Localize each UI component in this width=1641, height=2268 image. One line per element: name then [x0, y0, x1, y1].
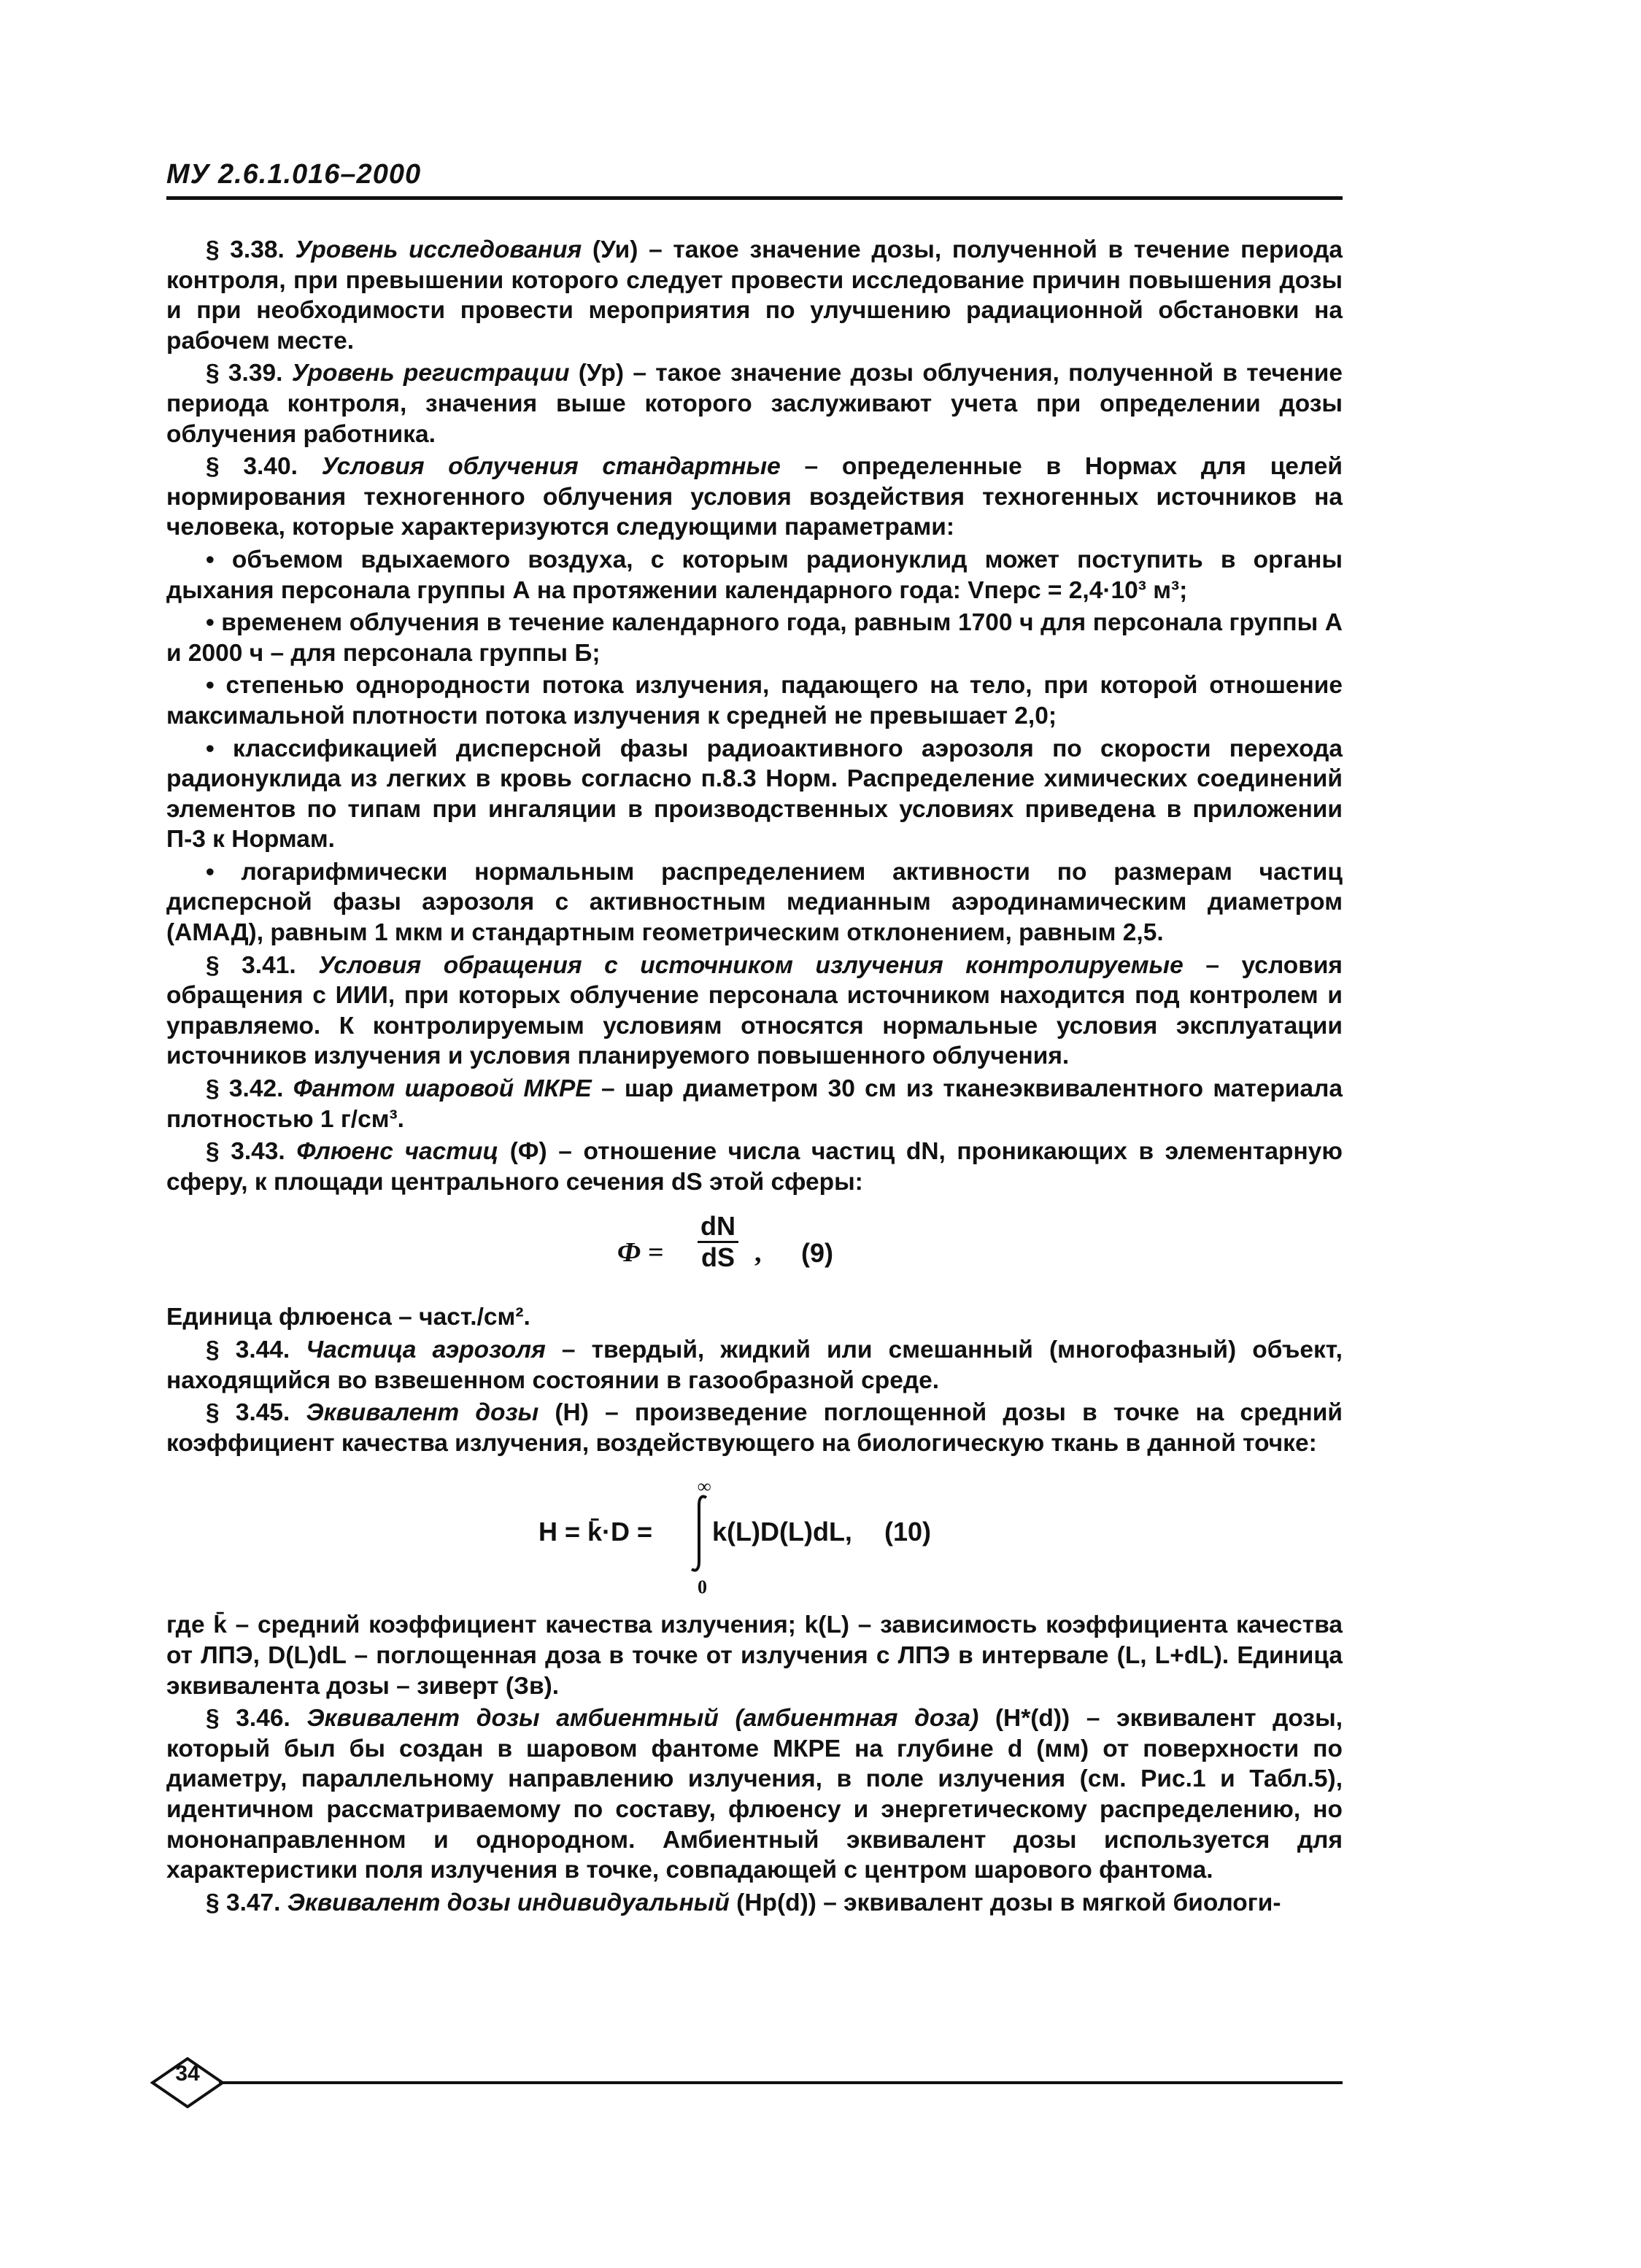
section-number: § 3.46. — [206, 1705, 307, 1733]
paragraph-3-43 — [166, 1137, 1343, 1197]
term: Условия облучения стандартные — [321, 453, 781, 481]
equation-number: (10) — [884, 1517, 932, 1547]
term: Условия обращения с источником излучения контролируемые — [318, 951, 1184, 979]
section-number: § 3.39. — [206, 360, 292, 387]
bullet-item: • объемом вдыхаемого воздуха, с которым радионуклид может поступить в органы дыхания персонала группы А на протяжении календарного года: Vперс = 2,4·10³ м³; — [166, 546, 1343, 604]
paragraph-3-44 — [166, 1335, 1343, 1396]
integral-upper-limit: ∞ — [698, 1476, 711, 1498]
section-number: § 3.44. — [206, 1336, 306, 1363]
section-number: § 3.41. — [206, 951, 319, 979]
fraction-numerator: dN — [698, 1212, 738, 1243]
formula-lhs: Ф = — [617, 1237, 664, 1269]
section-number: § 3.47. — [206, 1889, 287, 1916]
bullet-item: • классификацией дисперсной фазы радиоактивного аэрозоля по скорости перехода радионуклида из легких в кровь согласно п.8.3 Норм. Распределение химических соединений элементов по типам при ингаляции в производственных условиях приведена в приложении П-3 к Нормам. — [166, 735, 1343, 854]
fraction-denominator: dS — [700, 1242, 735, 1273]
fraction — [698, 1212, 738, 1272]
paragraph-3-39 — [166, 358, 1343, 449]
section-number: § 3.45. — [206, 1399, 306, 1427]
bullet-item: • временем облучения в течение календарного года, равным 1700 ч для персонала группы А и 2000 ч – для персонала группы Б; — [166, 609, 1343, 667]
definition: – условия обращения с ИИИ, при которых облучение персонала источником находится под контролем и управляемо. К контролируемым условиям относятся нормальные условия эксплуатации источников излучения и условия планируемого повышенного облучения. — [166, 951, 1343, 1070]
paragraph-3-41 — [166, 951, 1343, 1072]
integrand: k(L)D(L)dL, — [712, 1517, 852, 1547]
page-number: 34 — [175, 2062, 200, 2086]
integral-sign-icon — [689, 1493, 711, 1574]
paragraph-3-38 — [166, 235, 1343, 356]
paragraph-3-47 — [166, 1888, 1343, 1919]
formula-expression: H = k̄·D = — [538, 1517, 653, 1547]
term: Эквивалент дозы — [306, 1399, 539, 1427]
formula-10-explanation: где k̄ – средний коэффициент качества излучения; k(L) – зависимость коэффициента качества от ЛПЭ, D(L)dL – поглощенная доза в точке от излучения с ЛПЭ в интервале (L, L+dL). Единица эквивалента дозы – зиверт (Зв). — [166, 1611, 1343, 1700]
paragraph-3-46 — [166, 1703, 1343, 1886]
section-number: § 3.43. — [206, 1138, 297, 1166]
definition: (Н) – произведение поглощенной дозы в точке на средний коэффициент качества излучения, воздействующего на биологическую ткань в данной точке: — [166, 1399, 1343, 1457]
formula-10 — [166, 1471, 1343, 1598]
term: Эквивалент дозы индивидуальный — [287, 1889, 730, 1916]
page-footer — [150, 2057, 1346, 2101]
definition: (Н*(d)) – эквивалент дозы, который был бы создан в шаровом фантоме МКРЕ на глубине d (мм) от поверхности по диаметру, параллельному направлению излучения, в поле излучения (см. Рис.1 и Табл.5), идентичном рассматриваемому по составу, флюенсу и энергетическому распределению, но мононаправленном и однородном. Амбиентный эквивалент дозы используется для характеристики поля излучения в точке, совпадающей с центром шарового фантома. — [166, 1705, 1343, 1884]
section-number: § 3.42. — [206, 1075, 293, 1103]
paragraph-3-45 — [166, 1398, 1343, 1458]
footer-rule — [219, 2081, 1343, 2084]
integral-lower-limit: 0 — [698, 1576, 707, 1598]
definition: (Ур) – такое значение дозы облучения, полученной в течение периода контроля, значения выше которого заслуживают учета при определении дозы облучения работника. — [166, 360, 1343, 448]
paragraph-3-42 — [166, 1074, 1343, 1134]
term: Фантом шаровой МКРЕ — [293, 1075, 592, 1103]
term: Частица аэрозоля — [306, 1336, 546, 1363]
paragraph-3-40 — [166, 452, 1343, 543]
fluence-unit: Единица флюенса – част./см². — [166, 1304, 530, 1331]
section-number: § 3.38. — [206, 236, 296, 263]
term: Флюенс частиц — [296, 1138, 499, 1166]
bullet-item: • степенью однородности потока излучения, падающего на тело, при которой отношение максимальной плотности потока излучения к средней не превышает 2,0; — [166, 672, 1343, 729]
definition: – определенные в Нормах для целей нормирования техногенного облучения условия воздействия техногенных источников на человека, которые характеризуются следующими параметрами: — [166, 453, 1343, 541]
term: Уровень исследования — [295, 236, 582, 263]
section-number: § 3.40. — [206, 453, 322, 481]
definition: (Ф) – отношение числа частиц dN, проникающих в элементарную сферу, к площади центрального сечения dS этой сферы: — [166, 1138, 1343, 1196]
definition: (Уи) – такое значение дозы, полученной в течение периода контроля, при превышении которого следует провести исследование причин повышения дозы и при необходимости провести мероприятия по улучшению радиационной обстановки на рабочем месте. — [166, 236, 1343, 355]
equation-number: (9) — [801, 1238, 833, 1269]
document-body — [166, 235, 1343, 1918]
term: Эквивалент дозы амбиентный (амбиентная доза) — [306, 1705, 979, 1733]
definition: – шар диаметром 30 см из тканеэквивалентного материала плотностью 1 г/см³. — [166, 1075, 1343, 1133]
formula-9 — [166, 1204, 1343, 1296]
page-header — [166, 159, 1343, 200]
bullet-item: • логарифмически нормальным распределением активности по размерам частиц дисперсной фазы аэрозоля с активностным медианным аэродинамическим диаметром (АМАД), равным 1 мкм и стандартным геометрическим отклонением, равным 2,5. — [166, 858, 1343, 947]
document-code: МУ 2.6.1.016–2000 — [166, 159, 422, 190]
definition: – твердый, жидкий или смешанный (многофазный) объект, находящийся во взвешенном состоянии в газообразной среде. — [166, 1336, 1343, 1394]
term: Уровень регистрации — [291, 360, 570, 387]
formula-comma: , — [754, 1237, 762, 1269]
definition: (Нр(d)) – эквивалент дозы в мягкой биологи- — [729, 1889, 1281, 1916]
